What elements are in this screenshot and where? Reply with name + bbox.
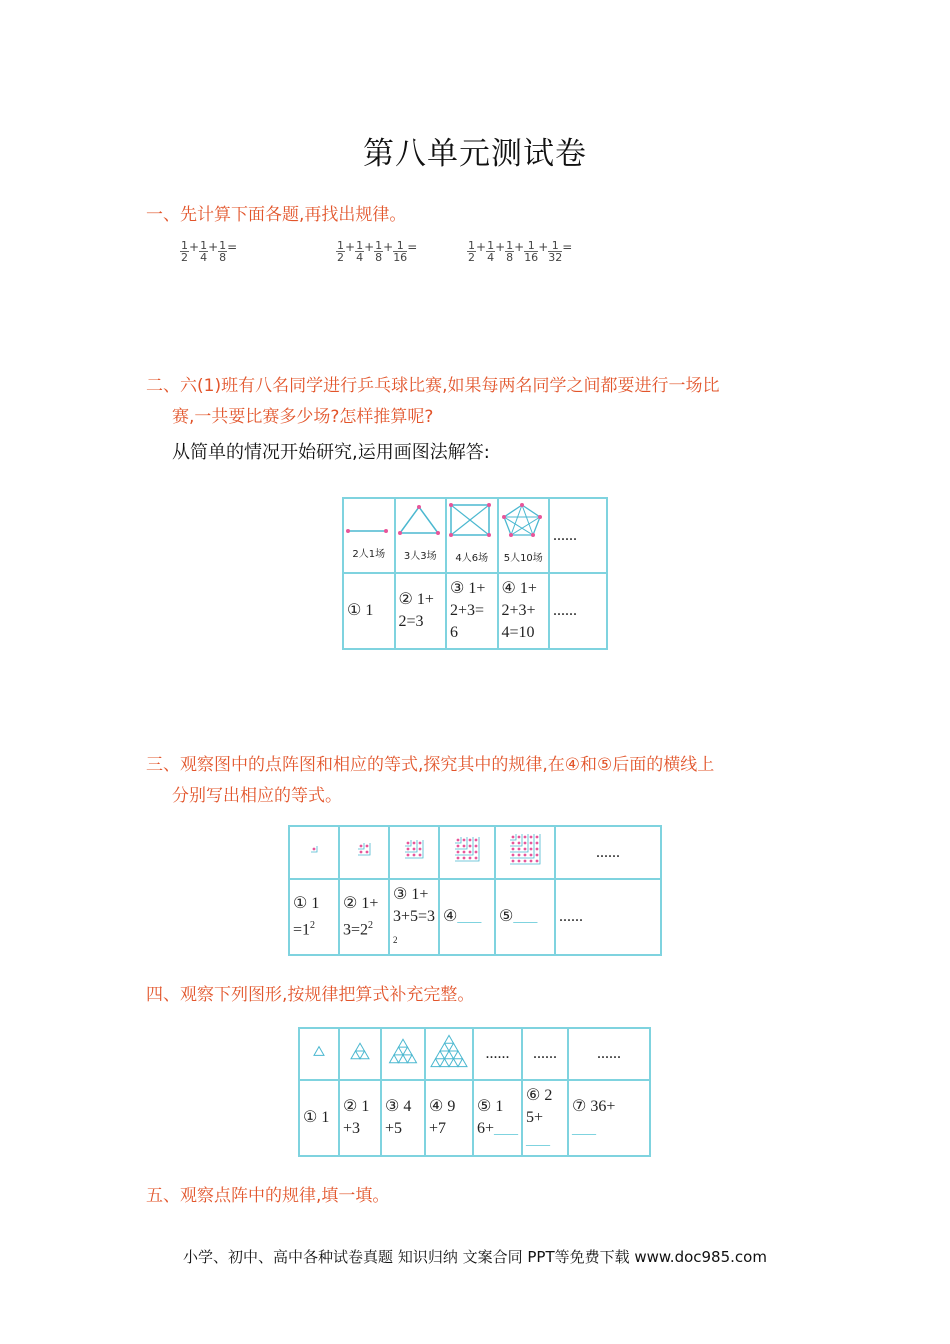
q2-cell-3: ③ 1+ 2+3= 6	[446, 573, 498, 649]
question-2-subtext: 从简单的情况开始研究,运用画图法解答:	[172, 442, 490, 463]
fraction: $\frac{1}{4}$	[487, 239, 495, 264]
question-1-text: 一、先计算下面各题,再找出规律。	[146, 205, 407, 225]
dot-array-3x3	[390, 829, 438, 869]
q4-cell-2-a: ② 1	[343, 1098, 370, 1115]
plus-sign: +	[345, 240, 356, 254]
fraction: $\frac{1}{16}$	[393, 239, 408, 264]
fraction: $\frac{1}{2}$	[181, 239, 188, 264]
q3-cell-3-a: ③ 1+	[393, 886, 429, 903]
q3-cell-1-a: ① 1	[293, 894, 320, 912]
q3-cell-4	[439, 879, 495, 955]
q4-cell-3-b: +5	[385, 1120, 403, 1137]
q2-cell-5: ......	[549, 573, 607, 649]
q3-cell-3-b: 3+5=3	[393, 908, 436, 925]
question-4-text: 四、观察下列图形,按规律把算式补充完整。	[146, 985, 475, 1005]
q3-cell-3-sup: 2	[393, 935, 398, 945]
q2-fig-more: ......	[549, 498, 607, 573]
plus-sign: +	[495, 240, 506, 254]
q3-cell-2-a: ② 1+	[343, 894, 379, 912]
page-title: 第八单元测试卷	[363, 136, 587, 172]
equals-sign: =	[562, 240, 573, 254]
fraction: $\frac{1}{32}$	[548, 239, 563, 264]
q3-cell-1	[289, 879, 339, 955]
question-2-line1: 二、六(1)班有八名同学进行乒乓球比赛,如果每两名同学之间都要进行一场比	[146, 376, 720, 396]
question-2-line2: 赛,一共要比赛多少场?怎样推算呢?	[172, 407, 434, 427]
square-diagonals-figure	[447, 501, 493, 539]
q3-table	[288, 825, 662, 956]
question-2-text	[146, 371, 826, 433]
q3-dot-more: ......	[555, 826, 661, 879]
q3-cell-3	[389, 879, 439, 955]
footer-text: 小学、初中、高中各种试卷真题 知识归纳 文案合同 PPT等免费下载 www.doc985.com	[183, 1248, 767, 1266]
q3-cell-2-b: 3=2	[343, 921, 369, 939]
dot-array-5x5	[496, 827, 554, 871]
q4-table	[298, 1027, 651, 1157]
q4-cell-5-a: ⑤ 1	[477, 1098, 504, 1115]
fraction: $\frac{1}{8}$	[506, 239, 514, 264]
equals-sign: =	[227, 240, 238, 254]
dot-array-2x2	[340, 829, 388, 869]
q3-cell-2-sup: 2	[368, 919, 374, 931]
dot-array-4x4	[440, 829, 494, 869]
q3-cell-1-sup: 2	[310, 919, 316, 931]
plus-sign: +	[514, 240, 525, 254]
q3-cell-2	[339, 879, 389, 955]
q2-fig-label-2: 3人3场	[403, 551, 437, 562]
q4-cell-5	[473, 1080, 522, 1156]
q2-table	[342, 497, 608, 650]
q3-cell-6: ......	[555, 879, 661, 955]
q4-answer-6-blank[interactable]: ___	[526, 1131, 551, 1148]
q2-fig-3	[446, 498, 498, 573]
triangle-grid-4	[426, 1030, 472, 1072]
triangle-grid-3	[382, 1031, 424, 1071]
q4-cell-7	[568, 1080, 650, 1156]
q4-tri-2	[339, 1028, 381, 1080]
fraction: $\frac{1}{8}$	[219, 239, 227, 264]
plus-sign: +	[208, 240, 219, 254]
q4-more-1: ......	[473, 1028, 522, 1080]
q2-fig-1	[343, 498, 395, 573]
plus-sign: +	[189, 240, 200, 254]
plus-sign: +	[383, 240, 394, 254]
line-2-points-figure	[344, 505, 390, 535]
q2-fig-4	[498, 498, 550, 573]
q4-tri-1	[299, 1028, 339, 1080]
q4-cell-6-a: ⑥ 2	[526, 1087, 553, 1104]
q2-fig-label-1: 2人1场	[352, 549, 386, 560]
q4-more-2: ......	[522, 1028, 568, 1080]
plus-sign: +	[364, 240, 375, 254]
question-5-text: 五、观察点阵中的规律,填一填。	[146, 1186, 390, 1206]
q2-cell-2: ② 1+ 2=3	[395, 573, 447, 649]
q4-cell-2-b: +3	[343, 1120, 361, 1137]
q3-answer-4-blank[interactable]: ___	[457, 908, 482, 925]
q4-tri-4	[425, 1028, 473, 1080]
q1-expr-3	[467, 240, 572, 263]
q3-dot-1	[289, 826, 339, 879]
q4-cell-7-a: ⑦ 36+	[572, 1098, 616, 1115]
q4-cell-2	[339, 1080, 381, 1156]
q2-fig-label-4: 5人10场	[503, 553, 543, 564]
q3-cell-5-label: ⑤	[499, 908, 514, 925]
q4-tri-3	[381, 1028, 425, 1080]
q4-cell-6-b: 5+	[526, 1109, 544, 1126]
equals-sign: =	[407, 240, 418, 254]
q4-cell-4	[425, 1080, 473, 1156]
q3-dot-5	[495, 826, 555, 879]
q4-cell-4-b: +7	[429, 1120, 447, 1137]
q1-expr-1	[180, 240, 237, 263]
q4-more-3: ......	[568, 1028, 650, 1080]
plus-sign: +	[476, 240, 487, 254]
fraction: $\frac{1}{2}$	[468, 239, 475, 264]
fraction: $\frac{1}{4}$	[356, 239, 364, 264]
q4-cell-3	[381, 1080, 425, 1156]
q3-cell-1-b: =1	[293, 921, 311, 939]
q2-fig-label-3: 4人6场	[455, 553, 489, 564]
q2-cell-4: ④ 1+ 2+3+ 4=10	[498, 573, 550, 649]
triangle-grid-1	[300, 1031, 338, 1071]
question-3-text	[146, 750, 826, 812]
q4-cell-5-b: 6+	[477, 1120, 495, 1137]
q4-cell-3-a: ③ 4	[385, 1098, 412, 1115]
dot-array-1x1	[290, 829, 338, 869]
q3-dot-4	[439, 826, 495, 879]
question-3-line1: 三、观察图中的点阵图和相应的等式,探究其中的规律,在④和⑤后面的横线上	[146, 755, 715, 775]
fraction: $\frac{1}{8}$	[375, 239, 383, 264]
q3-cell-5	[495, 879, 555, 955]
triangle-figure	[396, 503, 442, 537]
fraction: $\frac{1}{16}$	[524, 239, 539, 264]
q3-cell-4-label: ④	[443, 908, 458, 925]
q2-fig-2	[395, 498, 447, 573]
triangle-grid-2	[340, 1031, 380, 1071]
q1-expr-2	[336, 240, 417, 263]
q3-dot-3	[389, 826, 439, 879]
q4-cell-1: ① 1	[299, 1080, 339, 1156]
plus-sign: +	[538, 240, 549, 254]
q4-cell-4-a: ④ 9	[429, 1098, 456, 1115]
fraction: $\frac{1}{2}$	[337, 239, 344, 264]
q4-answer-7-blank[interactable]: ___	[572, 1120, 597, 1137]
q4-answer-5-blank[interactable]: ___	[494, 1120, 519, 1137]
q3-dot-2	[339, 826, 389, 879]
q2-cell-1: ① 1	[343, 573, 395, 649]
q4-cell-6	[522, 1080, 568, 1156]
q3-answer-5-blank[interactable]: ___	[513, 908, 538, 925]
pentagon-figure	[499, 501, 545, 539]
question-3-line2: 分别写出相应的等式。	[172, 786, 342, 806]
fraction: $\frac{1}{4}$	[200, 239, 208, 264]
